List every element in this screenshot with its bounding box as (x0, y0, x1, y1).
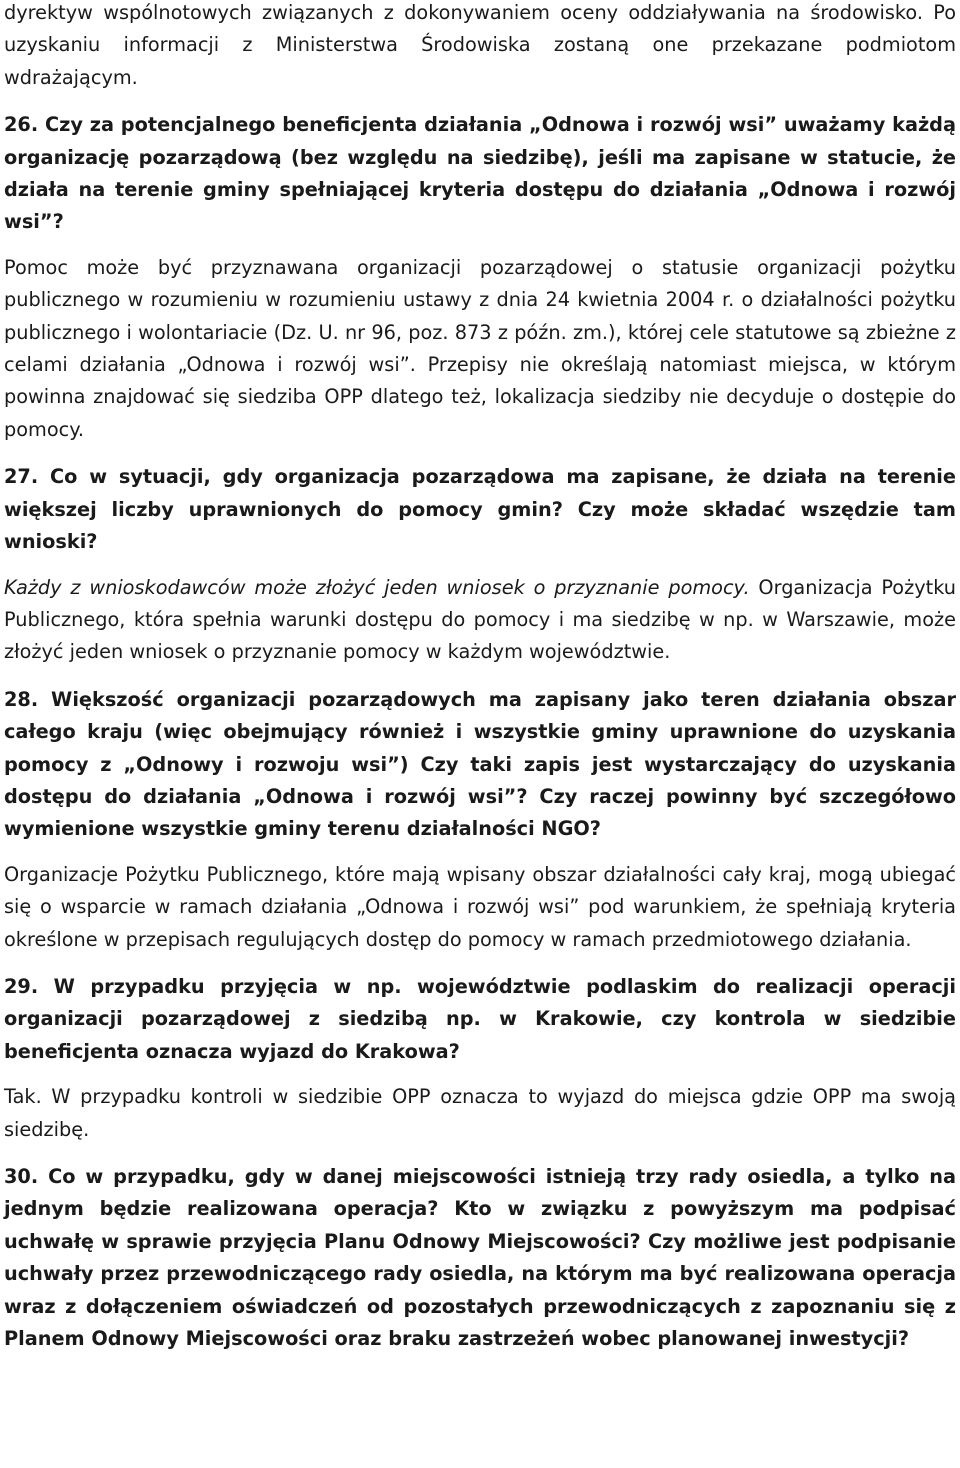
question-30: 30. Co w przypadku, gdy w danej miejscowości istnieją trzy rady osiedla, a tylko na jednym będzie realizowana operacja? Kto w związku z powyższym ma podpisać uchwałę w sprawie przyjęcia Planu Odnowy Miejscowości? Czy możliwe jest podpisanie uchwały przez przewodniczącego rady osiedla, na którym ma być realizowana operacja wraz z dołączeniem oświadczeń od pozostałych przewodniczących z zapoznaniu się z Planem Odnowy Miejscowości oraz braku zastrzeżeń wobec planowanej inwestycji? (4, 1165, 956, 1351)
question-27: 27. Co w sytuacji, gdy organizacja pozarządowa ma zapisane, że działa na terenie większej liczby uprawnionych do pomocy gmin? Czy może składać wszędzie tam wnioski? (4, 465, 956, 554)
question-28: 28. Większość organizacji pozarządowych ma zapisany jako teren działania obszar całego kraju (więc obejmujący również i wszystkie gminy uprawnione do uzyskania pomocy z „Odnowy i rozwoju wsi”) Czy taki zapis jest wystarczający do uzyskania dostępu do działania „Odnowa i rozwój wsi”? Czy raczej powinny być szczegółowo wymienione wszystkie gminy terenu działalności NGO? (4, 687, 956, 841)
answer-29: Tak. W przypadku kontroli w siedzibie OPP oznacza to wyjazd do miejsca gdzie OPP ma swoją siedzibę. (4, 1085, 956, 1141)
document-page (4, 0, 956, 1355)
answer-27-text: Organizacja Pożytku Publicznego, która spełnia warunki dostępu do pomocy i ma siedzibę w np. w Warszawie, może złożyć jeden wniosek o przyznanie pomocy w każdym województwie. (4, 575, 956, 664)
answer-27-emphasis: Każdy z wnioskodawców może złożyć jeden wniosek o przyznanie pomocy. (4, 575, 750, 599)
question-26: 26. Czy za potencjalnego beneficjenta działania „Odnowa i rozwój wsi” uważamy każdą organizację pozarządową (bez względu na siedzibę), jeśli ma zapisane w statucie, że działa na terenie gminy spełniającej kryteria dostępu do działania „Odnowa i rozwój wsi”? (4, 113, 956, 234)
answer-27 (4, 572, 956, 669)
intro-paragraph: dyrektyw wspólnotowych związanych z dokonywaniem oceny oddziaływania na środowisko. Po uzyskaniu informacji z Ministerstwa Środowiska zostaną one przekazane podmiotom wdrażającym. (4, 1, 956, 89)
answer-28: Organizacje Pożytku Publicznego, które mają wpisany obszar działalności cały kraj, mogą ubiegać się o wsparcie w ramach działania „Odnowa i rozwój wsi” pod warunkiem, że spełniają kryteria określone w przepisach regulujących dostęp do pomocy w ramach przedmiotowego działania. (4, 862, 956, 951)
answer-26: Pomoc może być przyznawana organizacji pozarządowej o statusie organizacji pożytku publicznego w rozumieniu w rozumieniu ustawy z dnia 24 kwietnia 2004 r. o działalności pożytku publicznego i wolontariacie (Dz. U. nr 96, poz. 873 z późn. zm.), której cele statutowe są zbieżne z celami działania „Odnowa i rozwój wsi”. Przepisy nie określają natomiast miejsca, w którym powinna znajdować się siedziba OPP dlatego też, lokalizacja siedziby nie decyduje o dostępie do pomocy. (4, 255, 956, 441)
question-29: 29. W przypadku przyjęcia w np. województwie podlaskim do realizacji operacji organizacji pozarządowej z siedzibą np. w Krakowie, czy kontrola w siedzibie beneficjenta oznacza wyjazd do Krakowa? (4, 974, 956, 1063)
